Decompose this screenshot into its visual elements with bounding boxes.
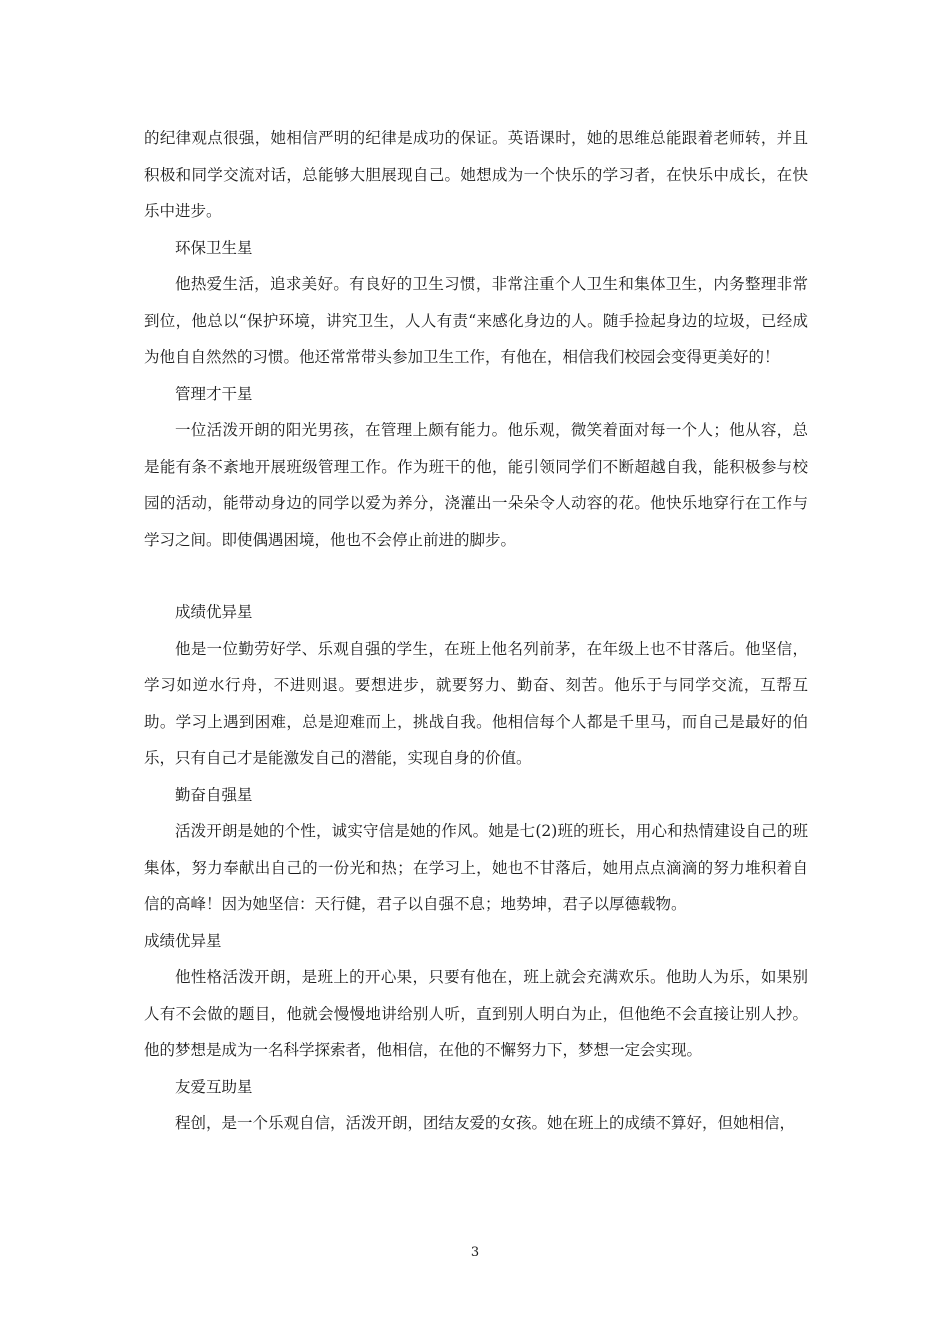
section-heading-excellent-grades-2: 成绩优异星	[144, 931, 222, 950]
paragraph-diligence: 活泼开朗是她的个性，诚实守信是她的作风。她是七(2)班的班长，用心和热情建设自己的班集体，努力奉献出自己的一份光和热；在学习上，她也不甘落后，她用点点滴滴的努力堆积着自信的高峰！因为她坚信：天行健，君子以自强不息；地势坤，君子以厚德载物。	[144, 822, 808, 913]
paragraph-management: 一位活泼开朗的阳光男孩，在管理上颇有能力。他乐观，微笑着面对每一个人；他从容，总是能有条不紊地开展班级管理工作。作为班干的他，能引领同学们不断超越自我，能积极参与校园的活动，能带动身边的同学以爱为养分，浇灌出一朵朵令人动容的花。他快乐地穿行在工作与学习之间。即使偶遇困境，他也不会停止前进的脚步。	[144, 421, 808, 549]
document-body	[144, 120, 808, 1142]
blank-line	[144, 558, 808, 594]
paragraph-excellent-grades-2: 他性格活泼开朗，是班上的开心果，只要有他在，班上就会充满欢乐。他助人为乐，如果别人有不会做的题目，他就会慢慢地讲给别人听，直到别人明白为止，但他绝不会直接让别人抄。他的梦想是成为一名科学探索者，他相信，在他的不懈努力下，梦想一定会实现。	[144, 968, 808, 1059]
section-heading-management: 管理才干星	[175, 384, 253, 403]
section-heading-eco: 环保卫生星	[175, 238, 253, 257]
section-heading-friendship: 友爱互助星	[175, 1077, 253, 1096]
paragraph-eco: 他热爱生活，追求美好。有良好的卫生习惯，非常注重个人卫生和集体卫生，内务整理非常到位，他总以“保护环境，讲究卫生，人人有责“来感化身边的人。随手捡起身边的垃圾，已经成为他自自然然的习惯。他还常常带头参加卫生工作，有他在，相信我们校园会变得更美好的！	[144, 275, 808, 366]
section-heading-excellent-grades: 成绩优异星	[175, 603, 253, 621]
section-heading-diligence: 勤奋自强星	[175, 785, 253, 804]
paragraph-continuation: 的纪律观点很强，她相信严明的纪律是成功的保证。英语课时，她的思维总能跟着老师转，并且积极和同学交流对话，总能够大胆展现自己。她想成为一个快乐的学习者，在快乐中成长，在快乐中进步。	[144, 129, 808, 220]
page-number: 3	[470, 1245, 480, 1260]
paragraph-friendship: 程创，是一个乐观自信，活泼开朗，团结友爱的女孩。她在班上的成绩不算好，但她相信，	[175, 1114, 796, 1132]
paragraph-excellent-grades: 他是一位勤劳好学、乐观自强的学生，在班上他名列前茅，在年级上也不甘落后。他坚信，学习如逆水行舟，不进则退。要想进步，就要努力、勤奋、刻苦。他乐于与同学交流，互帮互助。学习上遇到困难，总是迎难而上，挑战自我。他相信每个人都是千里马，而自己是最好的伯乐，只有自己才是能激发自己的潜能，实现自身的价值。	[144, 639, 808, 767]
